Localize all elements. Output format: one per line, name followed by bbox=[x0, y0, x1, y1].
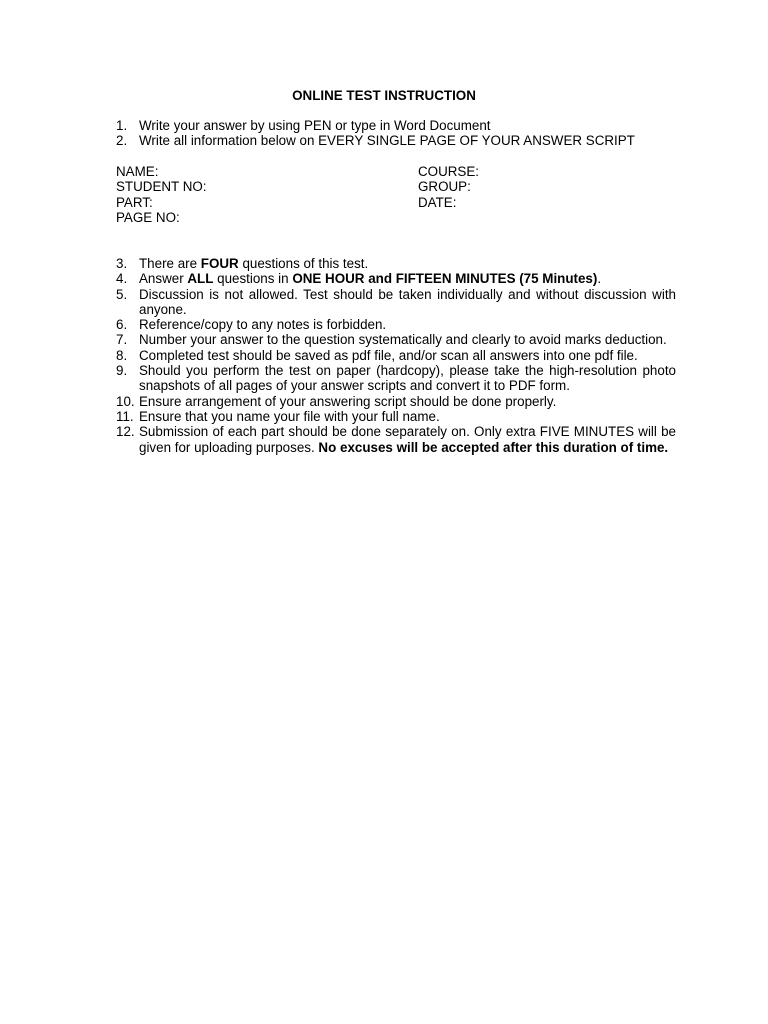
item-text bbox=[139, 424, 676, 455]
item-emphasis: FOUR bbox=[200, 256, 239, 271]
item-text: Write your answer by using PEN or type in Word Document bbox=[139, 118, 491, 133]
student-no-label: STUDENT NO: bbox=[116, 179, 207, 195]
instruction-item-10 bbox=[116, 394, 676, 409]
item-number: 10. bbox=[116, 393, 135, 409]
test-rules-list bbox=[116, 256, 676, 455]
instruction-item-12 bbox=[116, 424, 676, 455]
item-number: 11. bbox=[116, 408, 134, 424]
item-text-part: There are bbox=[139, 256, 201, 271]
item-number: 8. bbox=[116, 347, 128, 363]
item-text: Number your answer to the question systematically and clearly to avoid marks deduction. bbox=[139, 332, 667, 348]
page-no-label: PAGE NO: bbox=[116, 209, 180, 225]
instruction-item-2 bbox=[116, 133, 676, 148]
item-number: 5. bbox=[116, 286, 128, 302]
item-text: Ensure arrangement of your answering script should be done properly. bbox=[139, 393, 557, 409]
student-info-fields bbox=[116, 164, 676, 225]
item-number: 12. bbox=[116, 424, 135, 440]
instruction-item-4 bbox=[116, 271, 676, 286]
group-label: GROUP: bbox=[418, 179, 471, 195]
item-text-part: questions of this test. bbox=[238, 256, 369, 271]
item-number: 1. bbox=[116, 118, 128, 133]
instruction-item-5 bbox=[116, 287, 676, 318]
item-text: Reference/copy to any notes is forbidden. bbox=[139, 317, 387, 333]
item-number: 3. bbox=[116, 256, 128, 271]
item-number: 2. bbox=[116, 133, 128, 149]
item-text: Ensure that you name your file with your full name. bbox=[139, 408, 440, 424]
item-text-part: . bbox=[597, 271, 602, 287]
date-label: DATE: bbox=[418, 194, 457, 210]
item-text-part: questions in bbox=[213, 271, 293, 287]
item-number: 9. bbox=[116, 363, 128, 379]
course-label: COURSE: bbox=[418, 164, 480, 179]
instruction-item-3 bbox=[116, 256, 676, 271]
item-emphasis: No excuses will be accepted after this duration of time. bbox=[318, 439, 669, 455]
item-text-part: Submission of each part should be done separately on. Only extra FIVE MINUTES will be given for uploading purposes. bbox=[139, 424, 676, 455]
item-text: Should you perform the test on paper (hardcopy), please take the high-resolution photo snapshots of all pages of your answer scripts and convert it to PDF form. bbox=[139, 363, 676, 394]
field-row bbox=[116, 210, 676, 225]
instruction-item-1 bbox=[116, 118, 676, 133]
item-text: Completed test should be saved as pdf file, and/or scan all answers into one pdf file. bbox=[139, 347, 638, 363]
document-title: ONLINE TEST INSTRUCTION bbox=[292, 88, 476, 103]
name-label: NAME: bbox=[116, 164, 159, 179]
item-emphasis: ONE HOUR and FIFTEEN MINUTES (75 Minutes) bbox=[292, 271, 598, 287]
intro-instructions-list bbox=[116, 118, 676, 149]
item-number: 7. bbox=[116, 332, 128, 348]
item-text bbox=[139, 256, 676, 271]
instruction-item-8 bbox=[116, 348, 676, 363]
item-emphasis: ALL bbox=[187, 271, 214, 287]
item-text: Write all information below on EVERY SINGLE PAGE OF YOUR ANSWER SCRIPT bbox=[139, 133, 635, 149]
item-text bbox=[139, 271, 676, 286]
field-row bbox=[116, 179, 676, 194]
item-text: Discussion is not allowed. Test should be taken individually and without discussion with anyone. bbox=[139, 286, 676, 317]
instruction-item-7 bbox=[116, 332, 676, 347]
instruction-item-11 bbox=[116, 409, 676, 424]
part-label: PART: bbox=[116, 194, 153, 210]
field-row bbox=[116, 164, 676, 179]
field-row bbox=[116, 195, 676, 210]
instruction-item-9 bbox=[116, 363, 676, 394]
instruction-item-6 bbox=[116, 317, 676, 332]
item-number: 6. bbox=[116, 317, 128, 333]
item-text-part: Answer bbox=[139, 271, 188, 287]
item-number: 4. bbox=[116, 271, 128, 287]
